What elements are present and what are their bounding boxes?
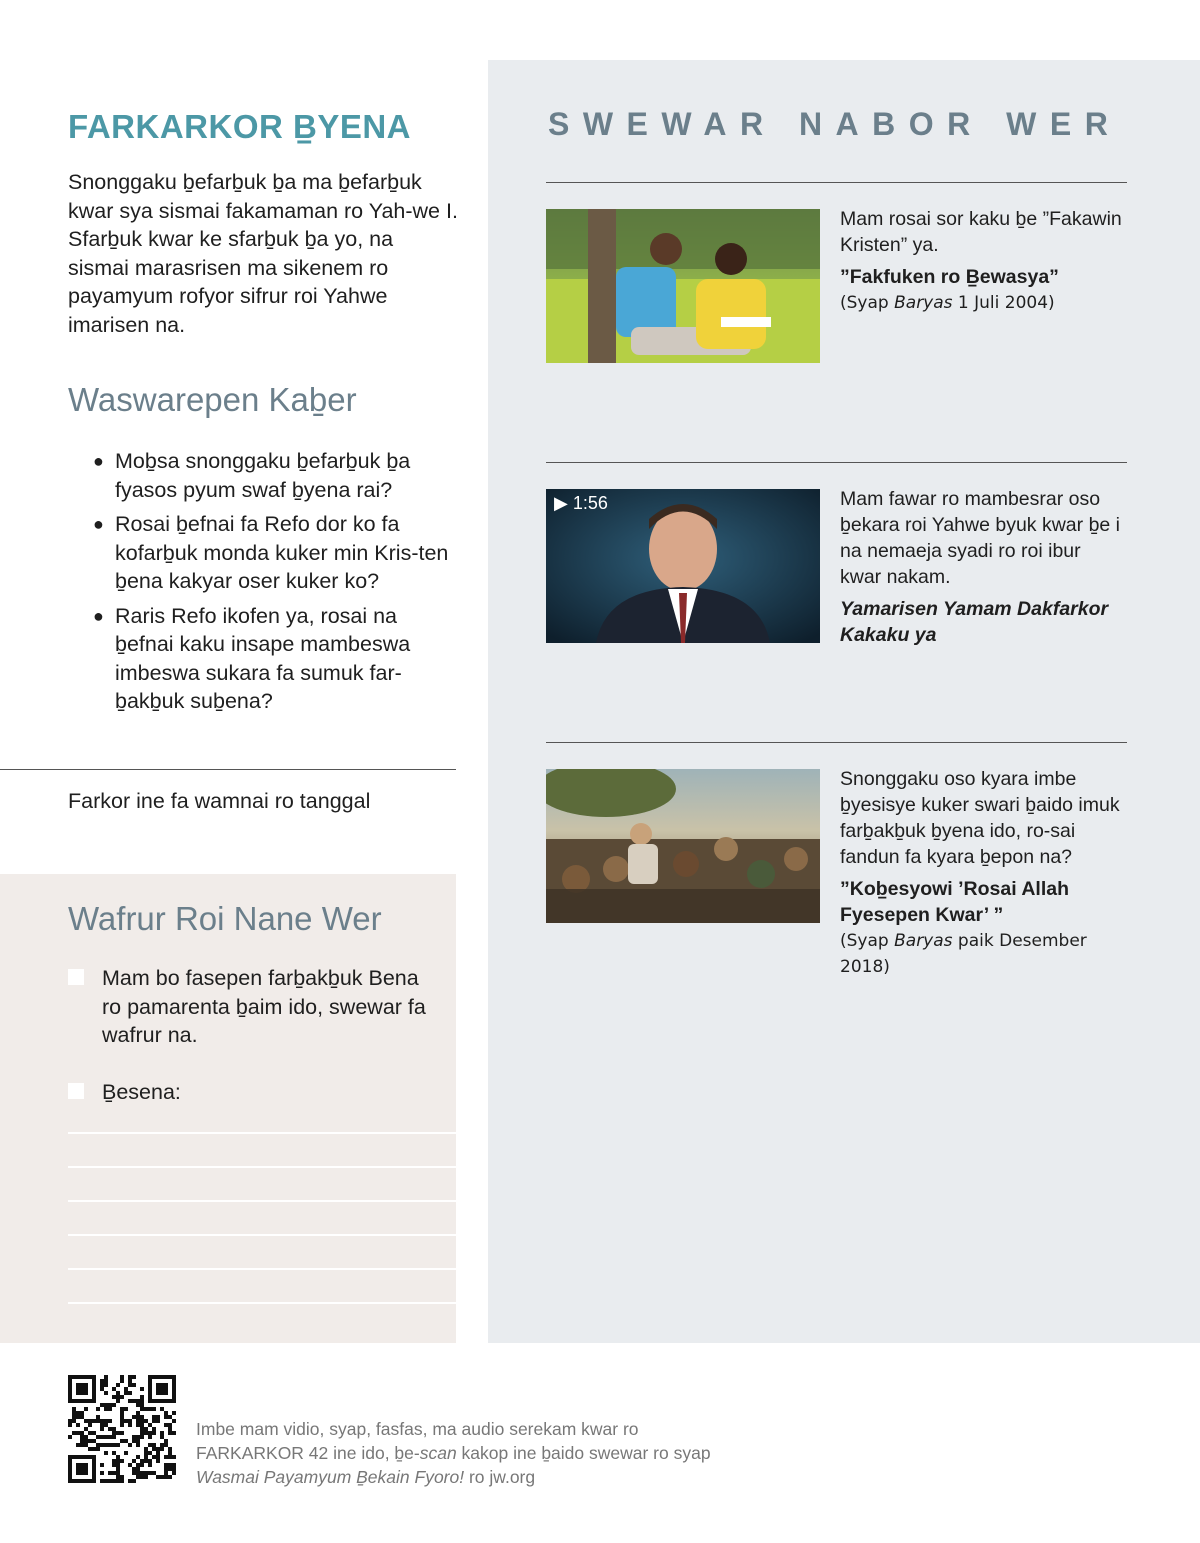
video-title[interactable]: Yamarisen Yamam Dakfarkor Kakaku ya [840,598,1109,646]
writing-line[interactable] [68,1132,456,1134]
jesus-teaching-crowd-image[interactable] [546,769,820,923]
article-title[interactable]: ”Fakfuken ro B̠ewasya” [840,266,1059,288]
explore-title: SWEWAR NABOR WER [548,106,1122,142]
article-title[interactable]: ”Kob̠esyowi ’Rosai Allah Fyesepen Kwar’ ” [840,878,1069,926]
explore-item [840,486,1125,648]
divider [0,769,456,770]
goal-item [68,964,428,1050]
summary-title: FARKARKOR B̠YENA [68,108,412,145]
checkbox[interactable] [68,969,84,985]
play-icon: ▶ [554,493,568,513]
explore-item-text: Mam rosai sor kaku b̠e ”Fakawin Kristen” ya. [840,208,1122,256]
goals-panel [0,874,456,1343]
goal-item-other [68,1078,428,1107]
review-question: ● Rosai b̠efnai fa Refo dor ko fa kofarb̠uk monda kuker min Kris-ten b̠ena kakyar oser kuker ko? [93,512,449,593]
writing-line[interactable] [68,1268,456,1270]
review-title: Waswarepen Kab̠er [68,381,357,418]
video-duration-badge: ▶ 1:56 [554,493,608,513]
couple-reading-bible-image[interactable] [546,209,820,363]
bullet-icon: ● [93,514,104,534]
writing-line[interactable] [68,1302,456,1304]
divider [546,462,1127,463]
checkbox[interactable] [68,1083,84,1099]
writing-line[interactable] [68,1166,456,1168]
explore-item [840,206,1125,316]
left-column [68,100,458,722]
divider [546,182,1127,183]
review-question: ● Mob̠sa snonggaku b̠efarb̠uk b̠a fyasos pyum swaf b̠yena rai? [93,449,411,502]
explore-item [840,766,1125,980]
bullet-icon: ● [93,605,104,626]
completion-date-label: Farkor ine fa wamnai ro tanggal [68,789,371,813]
footer-text: Imbe mam vidio, syap, fasfas, ma audio serekam kwar ro FARKARKOR 42 ine ido, b̠e-scan kakop ine b̠aido swewar ro syap Wasmai Payamyum B̠ekain Fyoro! ro jw.org [196,1419,711,1487]
video-thumbnail[interactable] [546,489,820,643]
summary-text: Snonggaku b̠efarb̠uk b̠a ma b̠efarb̠uk kwar sya sismai fakamaman ro Yah-we I. Sfarb̠uk kwar ke sfarb̠uk b̠a yo, na sismai marasrisen ma sikenem ro payamyum rofyor sifrur roi Yahwe imarisen na. [68,170,458,337]
explore-panel [488,60,1200,1343]
review-question: ● Raris Refo ikofen ya, rosai na b̠efnai kaku insape mambeswa imbeswa sukara fa sumuk far-b̠akb̠uk sub̠ena? [93,603,411,713]
explore-item-text: Mam fawar ro mambesrar oso b̠ekara roi Yahwe byuk kwar b̠e i na nemaeja syadi ro roi ibur kwar nakam. [840,488,1121,588]
review-list [68,447,458,716]
writing-line[interactable] [68,1200,456,1202]
article-reference: (Syap Baryas 1 Juli 2004) [840,293,1055,313]
bullet-icon: ● [93,451,104,471]
goals-title: Wafrur Roi Nane Wer [68,900,382,937]
divider [546,742,1127,743]
writing-line[interactable] [68,1234,456,1236]
article-reference: (Syap Baryas paik Desember 2018) [840,931,1087,977]
qr-code-icon[interactable] [68,1375,176,1483]
goal-text: B̠esena: [102,1080,181,1104]
goal-text: Mam bo fasepen farb̠akb̠uk Bena ro pamarenta b̠aim ido, swewar fa wafrur na. [102,966,426,1047]
explore-item-text: Snonggaku oso kyara imbe b̠yesisye kuker swari b̠aido imuk farb̠akb̠uk b̠yena ido, ro-sai fandun fa kyara b̠epon na? [840,768,1120,868]
